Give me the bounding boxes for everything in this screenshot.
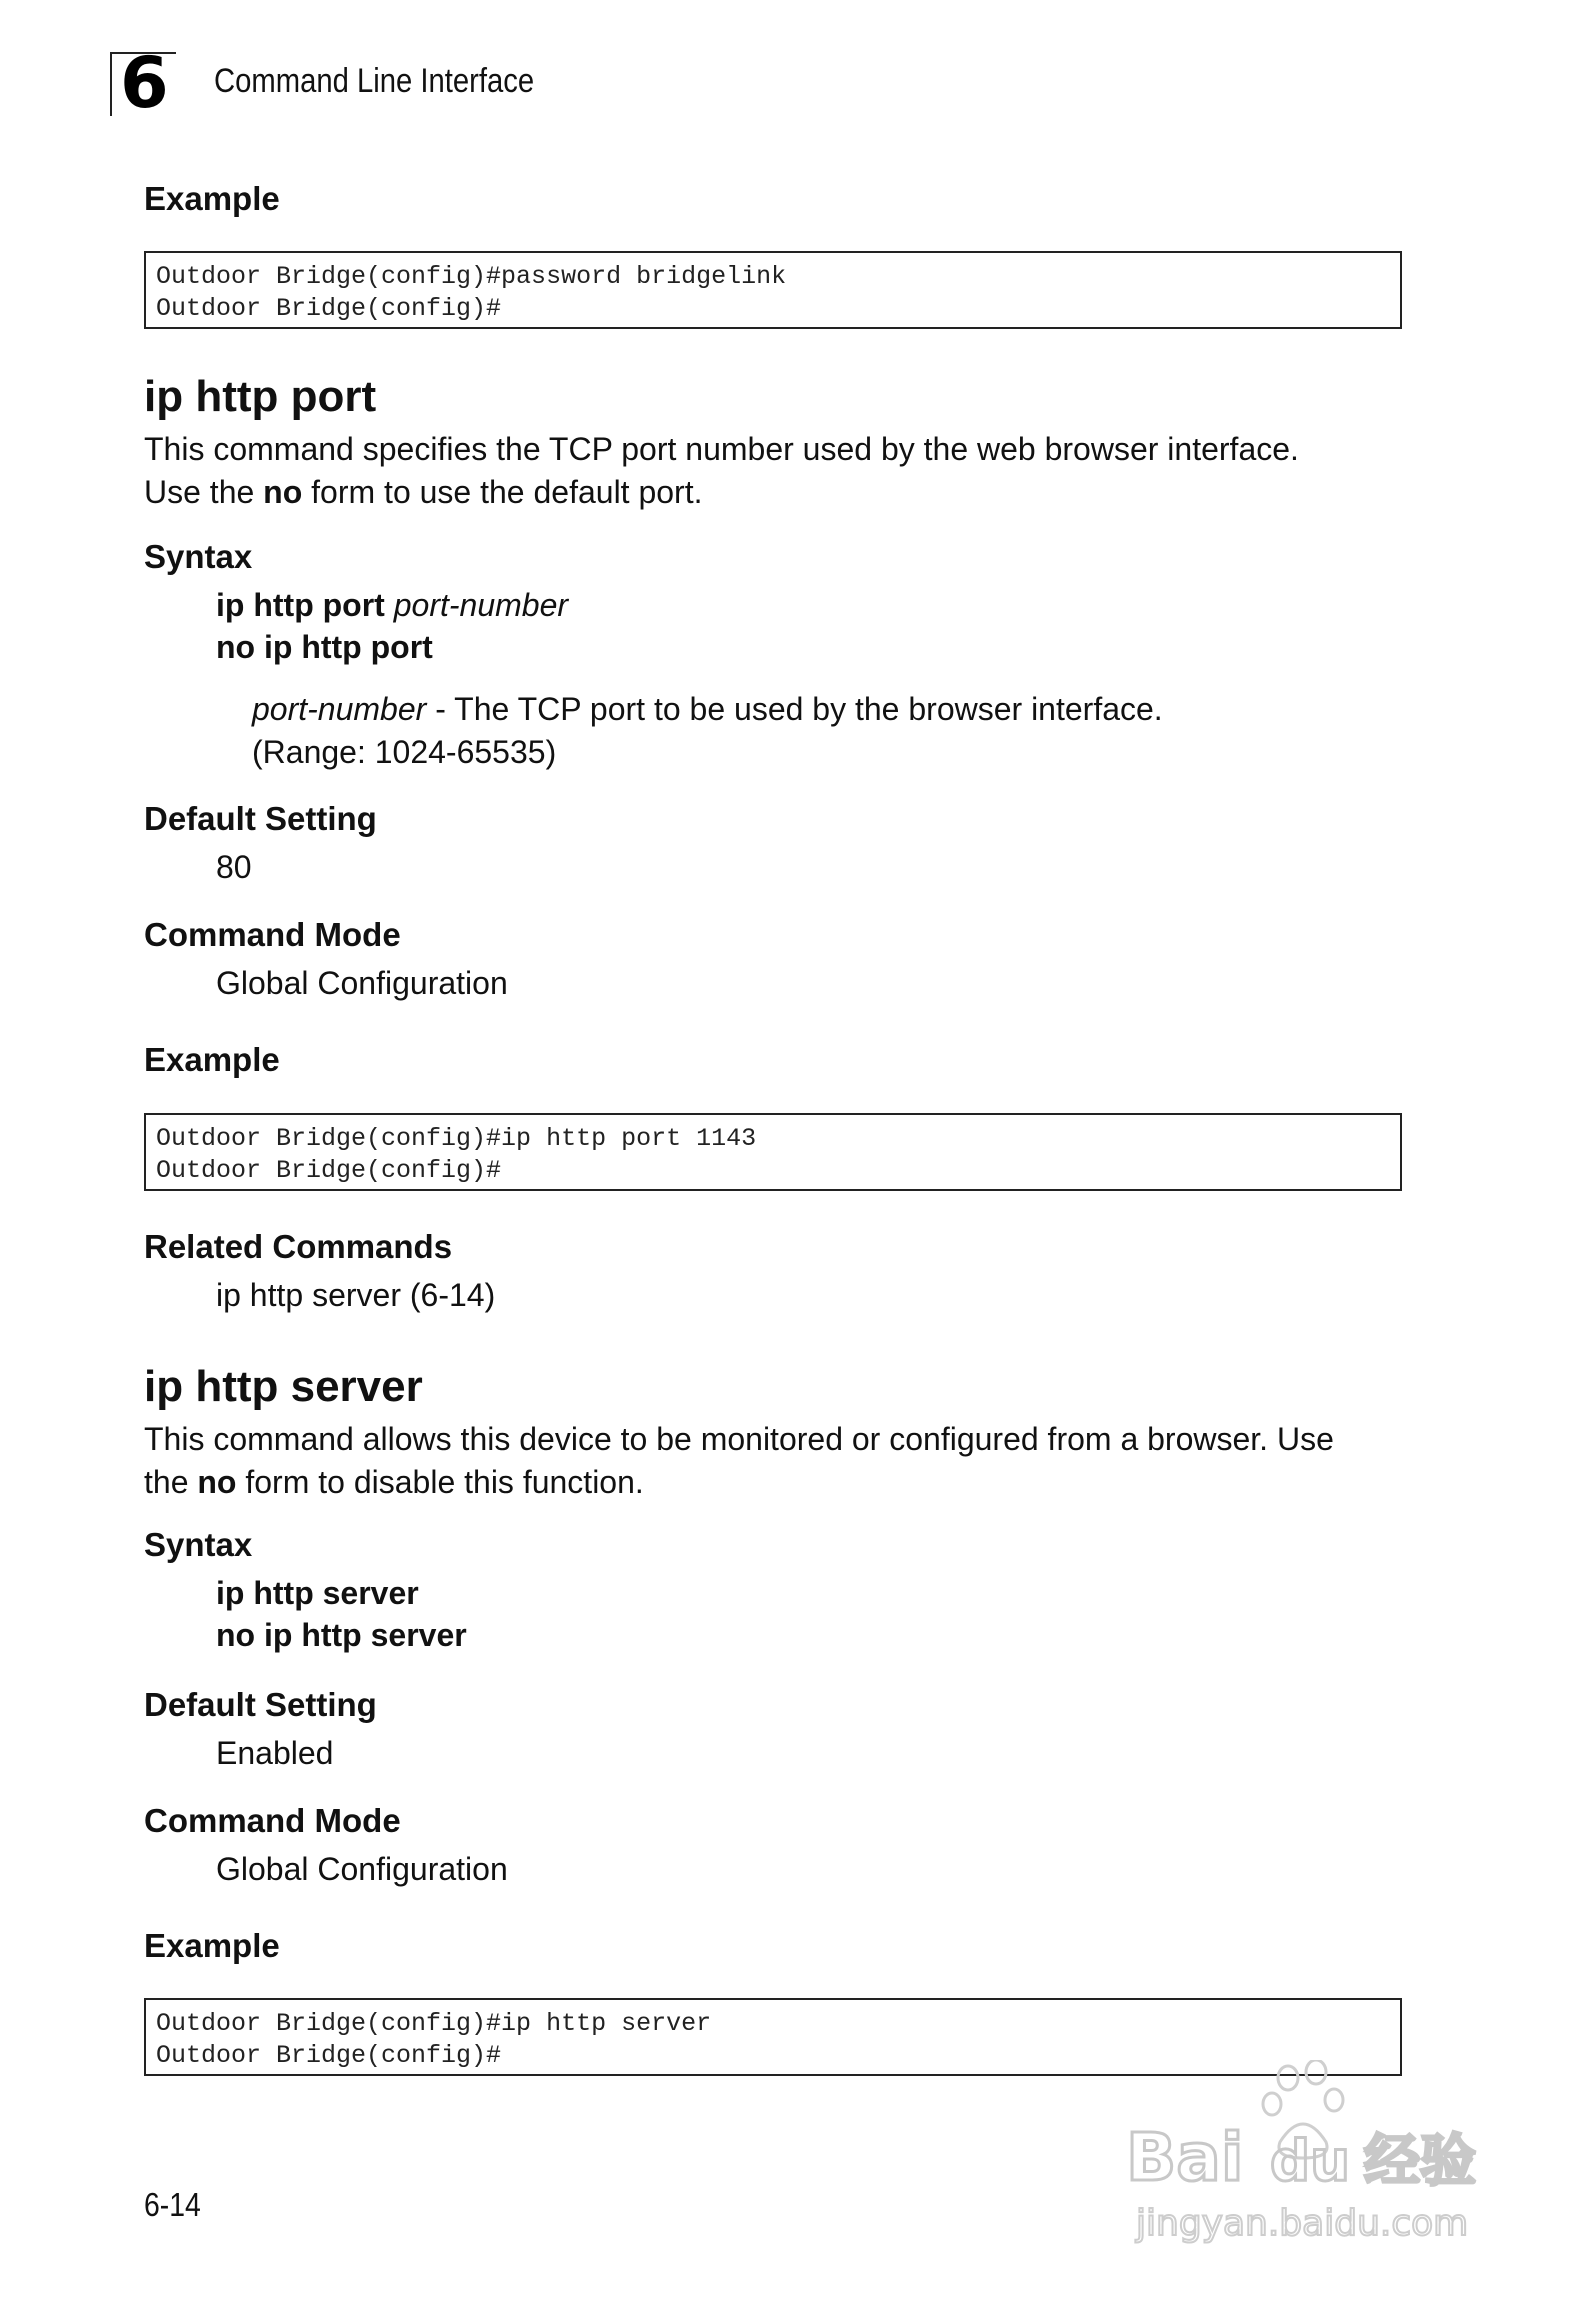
syntax-heading-server: Syntax — [144, 1526, 253, 1563]
description-line — [144, 471, 1299, 514]
code-line: Outdoor Bridge(config)# — [156, 2041, 502, 2070]
syntax-line-no-port: no ip http port — [216, 629, 433, 665]
param-description-port — [252, 688, 1163, 774]
param-line — [252, 688, 1163, 731]
code-line: Outdoor Bridge(config)#ip http port 1143 — [156, 1124, 757, 1153]
watermark-logo — [1120, 2060, 1500, 2250]
syntax-heading-port: Syntax — [144, 538, 253, 575]
section-title-ip-http-port: ip http port — [144, 372, 377, 421]
default-value-server: Enabled — [216, 1735, 334, 1771]
default-heading-server: Default Setting — [144, 1686, 377, 1723]
code-line: Outdoor Bridge(config)# — [156, 294, 502, 323]
default-heading-port: Default Setting — [144, 800, 377, 837]
text-run: Use the — [144, 474, 264, 510]
param-text: - The TCP port to be used by the browser interface. — [426, 691, 1163, 727]
code-line: Outdoor Bridge(config)# — [156, 1156, 502, 1185]
page-number: 6-14 — [144, 2186, 201, 2223]
description-ip-http-port — [144, 428, 1299, 514]
related-value-port: ip http server (6-14) — [216, 1277, 496, 1313]
syntax-line-server: ip http server — [216, 1575, 419, 1611]
param-range: (Range: 1024-65535) — [252, 734, 557, 770]
chapter-header — [110, 42, 810, 124]
description-line: This command specifies the TCP port number used by the web browser interface. — [144, 431, 1299, 467]
text-run: the — [144, 1464, 198, 1500]
description-ip-http-server — [144, 1418, 1334, 1504]
syntax-command: ip http port — [216, 587, 385, 623]
code-example-password — [144, 251, 1402, 329]
mode-value-port: Global Configuration — [216, 965, 508, 1001]
description-line — [144, 1461, 1334, 1504]
chapter-number-box — [110, 42, 176, 124]
example-heading-server: Example — [144, 1927, 280, 1964]
description-line: This command allows this device to be monitored or configured from a browser. Use — [144, 1421, 1334, 1457]
code-example-port — [144, 1113, 1402, 1191]
keyword-no: no — [197, 1464, 237, 1500]
baidu-watermark — [1120, 2060, 1500, 2250]
example-heading-port: Example — [144, 1041, 280, 1078]
section-title-ip-http-server: ip http server — [144, 1362, 423, 1411]
mode-value-server: Global Configuration — [216, 1851, 508, 1887]
keyword-no: no — [263, 474, 303, 510]
related-heading-port: Related Commands — [144, 1228, 453, 1265]
mode-heading-server: Command Mode — [144, 1802, 401, 1839]
text-run: form to disable this function. — [236, 1464, 644, 1500]
syntax-param: port-number — [393, 587, 569, 623]
default-value-port: 80 — [216, 849, 252, 885]
example-heading-password: Example — [144, 180, 280, 217]
code-line: Outdoor Bridge(config)#password bridgelink — [156, 262, 787, 291]
chapter-title: Command Line Interface — [214, 62, 535, 100]
watermark-text-bai: Bai — [1126, 2119, 1244, 2196]
chapter-number: 6 — [120, 42, 169, 124]
code-line: Outdoor Bridge(config)#ip http server — [156, 2009, 712, 2038]
mode-heading-port: Command Mode — [144, 916, 401, 953]
syntax-line-no-server: no ip http server — [216, 1617, 467, 1653]
watermark-text-du: du — [1270, 2129, 1350, 2194]
param-name: port-number — [252, 691, 427, 727]
watermark-text-jingyan: 经验 — [1364, 2129, 1476, 2194]
watermark-url: jingyan.baidu.com — [1136, 2203, 1469, 2244]
text-run: form to use the default port. — [302, 474, 703, 510]
syntax-line-port — [216, 584, 568, 627]
